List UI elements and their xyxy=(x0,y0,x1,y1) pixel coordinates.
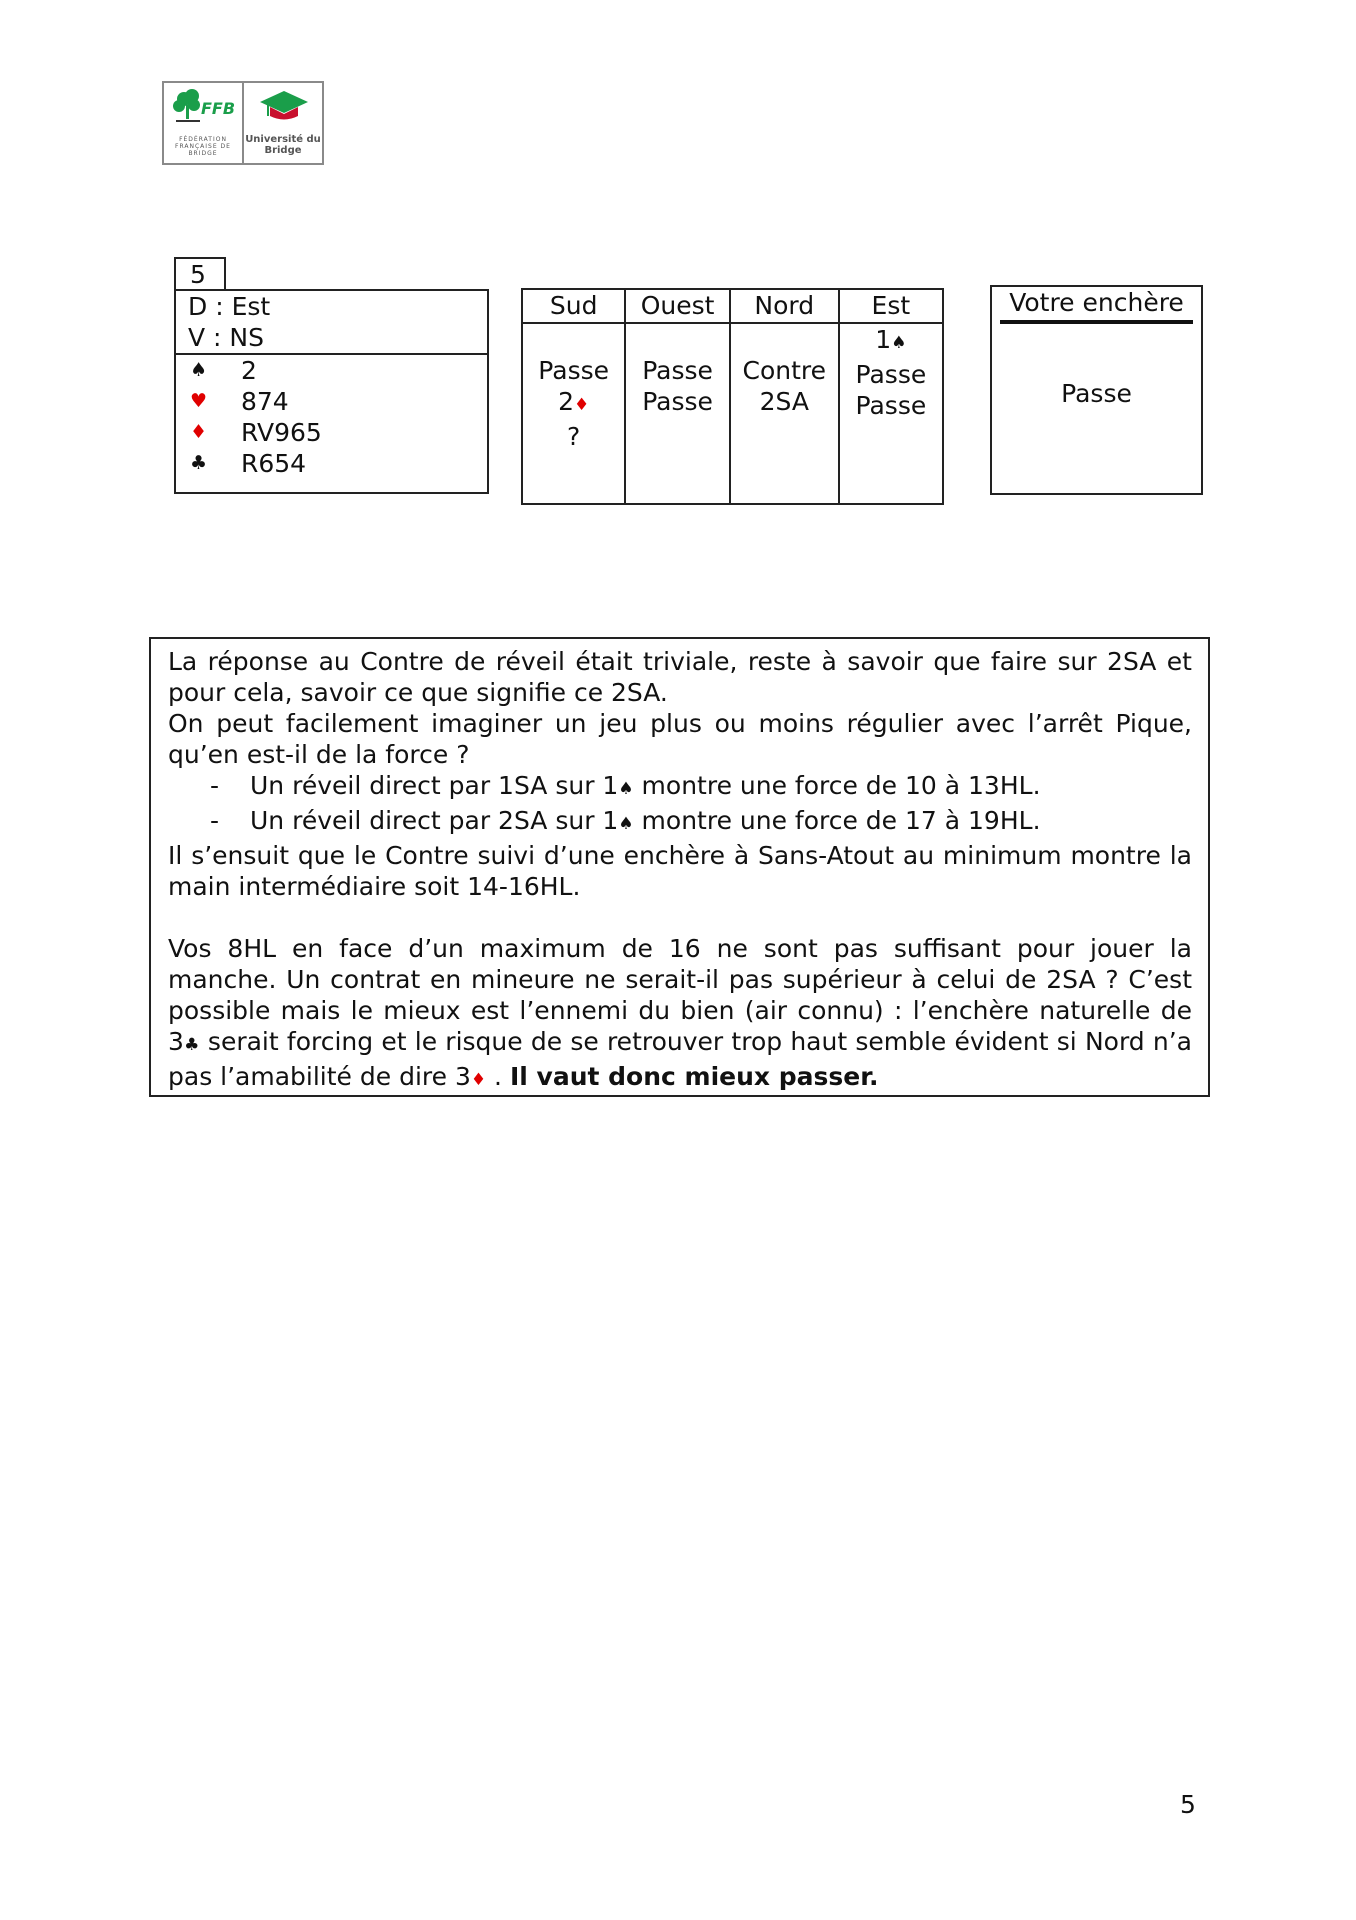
bid-cell: Passe xyxy=(642,387,713,416)
votre-enchere-value: Passe xyxy=(1061,379,1132,408)
explanation-paragraph: La réponse au Contre de réveil était triviale, reste à savoir que faire sur 2SA et pour cela, savoir ce que signifie ce 2SA. xyxy=(168,647,1192,707)
bid-cell xyxy=(523,324,624,355)
votre-enchere-box xyxy=(990,285,1203,495)
bid-cell: Passe xyxy=(855,391,927,420)
spade-icon: ♠ xyxy=(190,359,208,381)
col-nord xyxy=(730,323,839,504)
page-number: 5 xyxy=(1180,1790,1196,1819)
bid-cell: Passe xyxy=(855,360,927,389)
hand-box xyxy=(174,289,489,494)
hand-header xyxy=(176,291,487,355)
club-icon: ♣ xyxy=(183,1035,200,1055)
hearts-cards: 874 xyxy=(241,387,289,416)
graduation-cap-icon xyxy=(258,89,310,129)
conclusion: Il vaut donc mieux passer. xyxy=(509,1062,879,1091)
bullet-item: - Un réveil direct par 2SA sur 1♠ montre une force de 17 à 19HL. xyxy=(210,806,1041,835)
dealer: D : Est xyxy=(188,292,271,321)
spade-icon: ♠ xyxy=(618,814,634,834)
bullet-item: - Un réveil direct par 1SA sur 1♠ montre une force de 10 à 13HL. xyxy=(210,771,1041,800)
votre-enchere-title: Votre enchère xyxy=(1009,288,1184,317)
col-est xyxy=(839,323,943,504)
ffb-emblem xyxy=(164,83,242,163)
bid-cell xyxy=(840,324,942,359)
header-ouest: Ouest xyxy=(625,289,729,323)
col-sud xyxy=(522,323,625,504)
bid-cell xyxy=(731,324,838,355)
diamond-icon: ♦ xyxy=(573,395,590,415)
spades-row xyxy=(176,355,487,386)
bid-cell xyxy=(626,324,728,355)
diamonds-row xyxy=(176,417,487,448)
club-icon: ♣ xyxy=(190,452,208,474)
bid-cell xyxy=(523,386,624,421)
bid-cell: ? xyxy=(567,422,581,451)
clubs-row xyxy=(176,448,487,479)
header-est: Est xyxy=(839,289,943,323)
header-nord: Nord xyxy=(730,289,839,323)
hearts-row xyxy=(176,386,487,417)
explanation-paragraph: Vos 8HL en face d’un maximum de 16 ne sont pas suffisant pour jouer la manche. Un contrat en mineure ne serait-il pas supérieur à celui de 2SA ? C’est possible mais le mieux est l’ennemi du bien (air connu) : l’enchère naturelle de 3♣ serait forcing et le risque de se retrouver trop haut semble évident si Nord n’a pas l’amabilité de dire 3♦ . Il vaut donc mieux passer. xyxy=(168,934,1192,1091)
bid-cell: Contre xyxy=(742,356,827,385)
diamond-icon: ♦ xyxy=(190,421,208,443)
explanation-paragraph: On peut facilement imaginer un jeu plus ou moins régulier avec l’arrêt Pique, qu’en est-il de la force ? xyxy=(168,709,1192,769)
ffb-logo xyxy=(162,81,324,165)
ffb-caption: FÉDÉRATION FRANÇAISE DE BRIDGE xyxy=(175,136,231,157)
spades-cards: 2 xyxy=(241,356,257,385)
divider xyxy=(1000,320,1193,324)
ffb-wordmark: FFB xyxy=(201,99,236,118)
clubs-cards: R654 xyxy=(241,449,307,478)
spade-icon: ♠ xyxy=(891,333,907,353)
diamonds-cards: RV965 xyxy=(241,418,322,447)
spade-icon: ♠ xyxy=(618,779,634,799)
bid-cell: Passe xyxy=(642,356,713,385)
bid-cell: 2SA xyxy=(759,387,809,416)
bid-level: 2 xyxy=(558,387,574,416)
diamond-icon: ♦ xyxy=(470,1070,487,1090)
bidding-table xyxy=(521,288,944,505)
deal-number: 5 xyxy=(174,257,226,291)
universite-emblem xyxy=(242,83,322,163)
explanation-box xyxy=(149,637,1210,1097)
universite-caption: Université du Bridge xyxy=(245,134,321,156)
heart-icon: ♥ xyxy=(190,390,208,412)
explanation-paragraph: Il s’ensuit que le Contre suivi d’une enchère à Sans-Atout au minimum montre la main intermédiaire soit 14-16HL. xyxy=(168,841,1192,901)
bid-cell: Passe xyxy=(538,356,609,385)
bid-level: 1 xyxy=(875,325,892,354)
col-ouest xyxy=(625,323,729,504)
header-sud: Sud xyxy=(522,289,625,323)
vulnerability: V : NS xyxy=(188,323,264,352)
